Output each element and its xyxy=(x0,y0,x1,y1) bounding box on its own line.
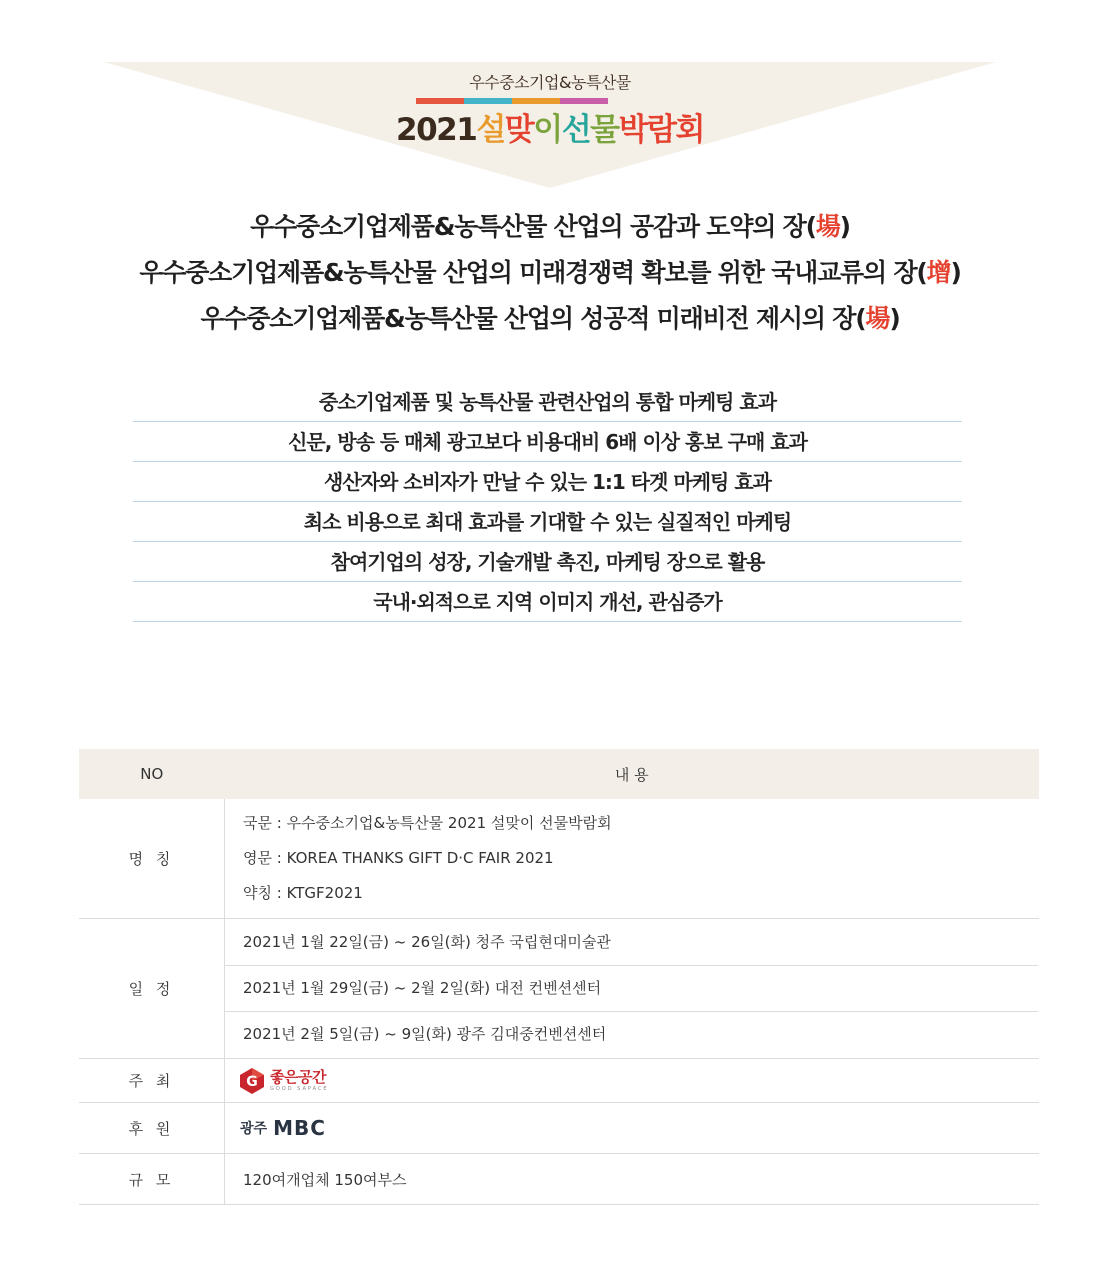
headline-group xyxy=(0,204,1100,342)
table-row-scale xyxy=(79,1154,1039,1205)
headline-paren: ) xyxy=(950,258,961,287)
headline-paren: ) xyxy=(889,304,900,333)
row-label: 후 원 xyxy=(79,1103,225,1154)
host-logo-text: 좋은공간 xyxy=(270,1067,326,1086)
table-row-host xyxy=(79,1059,1039,1103)
color-bar-segment xyxy=(512,98,560,104)
title-char: 박 xyxy=(618,112,648,148)
headline-text: 우수중소기업제폼&농특산물 산업의 미래경쟁력 확보를 위한 국내교류의 장( xyxy=(139,258,927,287)
name-korean: 국문 : 우수중소기업&농특산물 2021 설맞이 선물박람회 xyxy=(243,814,612,832)
headline-highlight: 增 xyxy=(926,258,951,287)
row-label: 주 최 xyxy=(79,1059,225,1103)
table-row-name xyxy=(79,799,1039,919)
headline-text: 우수중소기업제품&농특산물 산업의 공감과 도약의 장( xyxy=(250,212,816,241)
title-char: 회 xyxy=(675,112,704,148)
effect-item: 국내·외적으로 지역 이미지 개선, 관심증가 xyxy=(133,582,962,622)
event-info-table xyxy=(79,749,1039,1205)
title-char: 선 xyxy=(561,112,591,148)
row-label: 명 칭 xyxy=(79,799,225,919)
title-char: 맞 xyxy=(504,112,534,148)
row-label: 규 모 xyxy=(79,1154,225,1205)
color-bar-segment xyxy=(560,98,608,104)
header-content: 내 용 xyxy=(225,749,1040,799)
good-space-logo-icon xyxy=(238,1067,266,1095)
row-value xyxy=(225,1059,1040,1103)
header-banner xyxy=(0,0,1100,200)
schedule-item: 2021년 1월 29일(금) ~ 2월 2일(화) 대전 컨벤션센터 xyxy=(225,966,1038,1012)
banner-subtitle: 우수중소기업&농특산물 xyxy=(469,73,631,92)
name-abbr: 약칭 : KTGF2021 xyxy=(243,884,363,902)
headline-text: 우수중소기업제품&농특산물 산업의 성공적 미래비전 제시의 장( xyxy=(200,304,866,333)
sponsor-logo xyxy=(240,1116,326,1140)
title-char: 람 xyxy=(647,112,676,148)
mbc-logo: MBC xyxy=(273,1116,326,1140)
host-logo xyxy=(238,1067,329,1095)
host-logo-subtext: GOOD SAPACE xyxy=(270,1085,329,1092)
headline-highlight: 場 xyxy=(815,212,840,241)
headline xyxy=(0,204,1100,250)
name-english: 영문 : KOREA THANKS GIFT D·C FAIR 2021 xyxy=(243,849,554,867)
sponsor-city: 광주 xyxy=(240,1121,268,1137)
table-header-row xyxy=(79,749,1039,799)
effect-item: 참여기업의 성장, 기술개발 촉진, 마케팅 장으로 활용 xyxy=(133,542,962,582)
title-char: 물 xyxy=(590,112,619,148)
header-no: NO xyxy=(79,749,225,799)
headline-paren: ) xyxy=(839,212,850,241)
headline-highlight: 場 xyxy=(865,304,890,333)
schedule-item: 2021년 1월 22일(금) ~ 26일(화) 청주 국립현대미술관 xyxy=(225,920,1038,966)
row-value xyxy=(225,919,1040,1059)
effect-item: 중소기업제품 및 농특산물 관련산업의 통합 마케팅 효과 xyxy=(133,382,962,422)
row-label: 일 정 xyxy=(79,919,225,1059)
banner-color-bar xyxy=(416,98,608,104)
row-value xyxy=(225,799,1040,919)
title-char: 이 xyxy=(533,112,562,148)
headline xyxy=(0,250,1100,296)
row-value xyxy=(225,1103,1040,1154)
color-bar-segment xyxy=(416,98,464,104)
color-bar-segment xyxy=(464,98,512,104)
title-year: 2021 xyxy=(396,112,477,148)
effect-item: 최소 비용으로 최대 효과를 기대할 수 있는 실질적인 마케팅 xyxy=(133,502,962,542)
svg-text:G: G xyxy=(246,1073,258,1090)
schedule-item: 2021년 2월 5일(금) ~ 9일(화) 광주 김대중컨벤션센터 xyxy=(243,1025,607,1043)
effects-list xyxy=(133,382,962,622)
effect-item: 생산자와 소비자가 만날 수 있는 1:1 타겟 마케팅 효과 xyxy=(133,462,962,502)
headline xyxy=(0,296,1100,342)
table-row-schedule xyxy=(79,919,1039,1059)
effect-item: 신문, 방송 등 매체 광고보다 비용대비 6배 이상 홍보 구매 효과 xyxy=(133,422,962,462)
event-title xyxy=(0,108,1100,152)
row-value: 120여개업체 150여부스 xyxy=(225,1154,1040,1205)
title-char: 설 xyxy=(476,112,505,148)
table-row-sponsor xyxy=(79,1103,1039,1154)
